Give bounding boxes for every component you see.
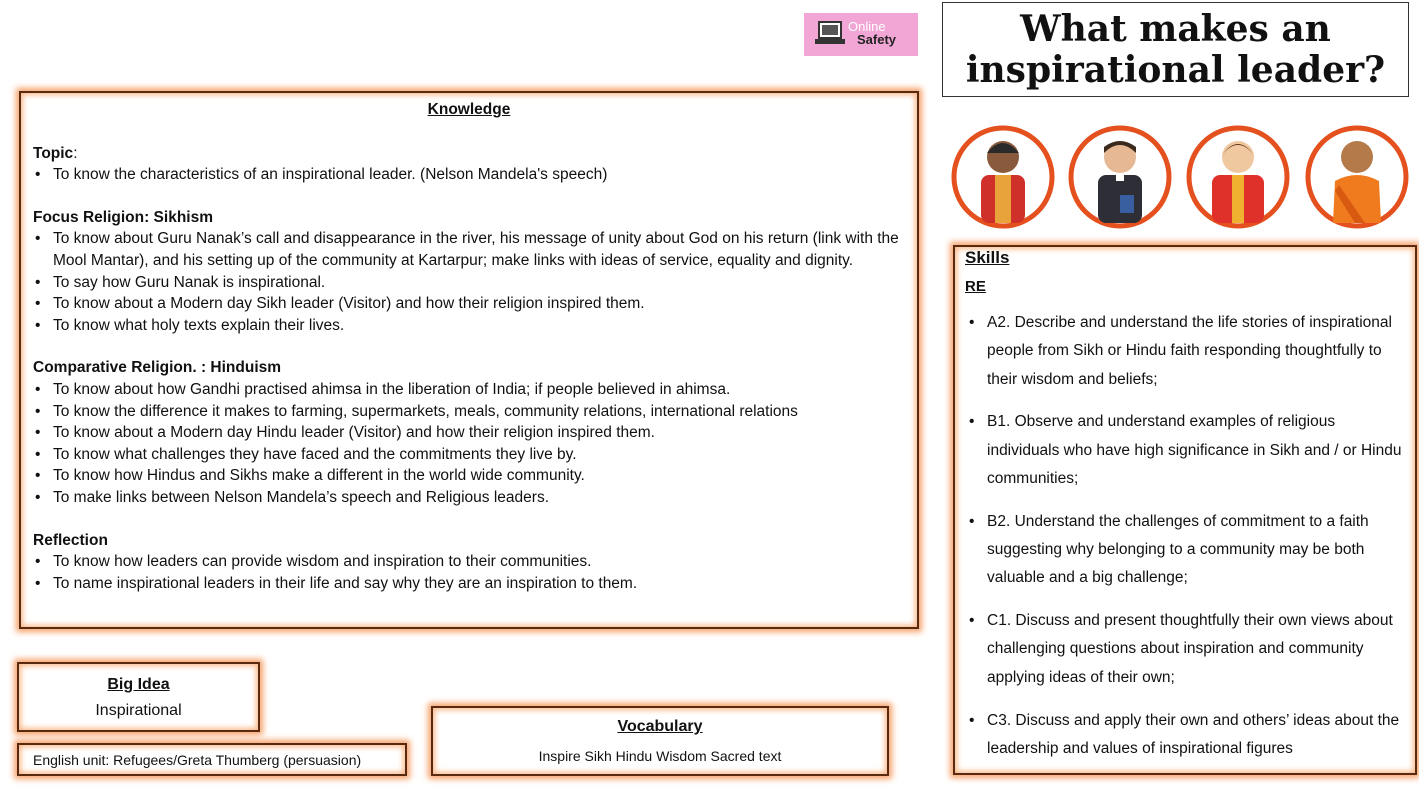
skill-item: • C3. Discuss and apply their own and others’ ideas about the leadership and values of inspirational figures: [987, 707, 1405, 764]
online-safety-badge: [804, 13, 918, 56]
comparative-section: [33, 357, 905, 508]
online-safety-line1: Online: [848, 19, 886, 34]
list-item: • To know what holy texts explain their lives.: [53, 315, 905, 337]
list-item: • To know about a Modern day Sikh leader (Visitor) and how their religion inspired them.: [53, 293, 905, 315]
list-item: • To know how leaders can provide wisdom and inspiration to their communities.: [53, 551, 905, 573]
english-unit-text: English unit: Refugees/Greta Thumberg (persuasion): [33, 752, 362, 768]
list-item: • To know the difference it makes to farming, supermarkets, meals, community relations, international relations: [53, 401, 905, 423]
big-idea-panel: [17, 662, 260, 732]
priest-avatar: [1186, 125, 1290, 229]
list-item: • To know about Guru Nanak’s call and disappearance in the river, his message of unity about God on his return (link with the Mool Mantar), and his setting up of the community at Kartarpur; make links with ideas of service, equality and dignity.: [53, 228, 905, 271]
reflection-section: [33, 530, 905, 595]
list-item: • To know what challenges they have faced and the commitments they live by.: [53, 444, 905, 466]
list-item: • To know the characteristics of an inspirational leader. (Nelson Mandela's speech): [53, 164, 905, 186]
vocabulary-panel: [431, 706, 889, 776]
list-item: • To know about how Gandhi practised ahimsa in the liberation of India; if people believed in ahimsa.: [53, 379, 905, 401]
skills-subtitle: RE: [965, 278, 986, 295]
skill-item: • A2. Describe and understand the life stories of inspirational people from Sikh or Hindu faith responding thoughtfully to their wisdom and beliefs;: [987, 309, 1405, 394]
list-item: • To know about a Modern day Hindu leader (Visitor) and how their religion inspired them.: [53, 422, 905, 444]
skill-item: • B1. Observe and understand examples of religious individuals who have high significance in Sikh and / or Hindu communities;: [987, 408, 1405, 493]
focus-section: [33, 207, 905, 337]
focus-label: Focus Religion: Sikhism: [33, 208, 213, 226]
skills-panel: [953, 245, 1417, 775]
list-item: • To make links between Nelson Mandela’s speech and Religious leaders.: [53, 487, 905, 509]
big-idea-title: Big Idea: [107, 676, 170, 693]
comparative-label: Comparative Religion. : Hinduism: [33, 359, 282, 377]
hindu-monk-avatar: [1305, 125, 1409, 229]
skill-item: • B2. Understand the challenges of commitment to a faith suggesting why belonging to a community may be both valuable and a big challenge;: [987, 508, 1405, 593]
big-idea-value: Inspirational: [95, 702, 182, 719]
list-item: • To name inspirational leaders in their life and say why they are an inspiration to them.: [53, 573, 905, 595]
reflection-label: Reflection: [33, 531, 108, 549]
knowledge-panel: [19, 91, 919, 629]
page-title: What makes an inspirational leader?: [942, 2, 1409, 97]
vocabulary-title: Vocabulary: [617, 718, 703, 735]
topic-label: Topic: [33, 144, 74, 162]
sikh-leader-avatar: [951, 125, 1055, 229]
english-unit-panel: [17, 743, 407, 776]
list-item: • To say how Guru Nanak is inspirational.: [53, 272, 905, 294]
knowledge-heading: Knowledge: [427, 101, 511, 118]
skills-title: Skills: [965, 248, 1010, 267]
vocabulary-value: Inspire Sikh Hindu Wisdom Sacred text: [538, 748, 782, 764]
list-item: • To know how Hindus and Sikhs make a different in the world wide community.: [53, 465, 905, 487]
christian-leader-avatar: [1068, 125, 1172, 229]
skill-item: • C1. Discuss and present thoughtfully their own views about challenging questions about inspiration and community applying ideas of their own;: [987, 607, 1405, 692]
topic-section: Topic: • To know the characteristics of an inspirational leader. (Nelson Mandela's speech): [33, 143, 905, 186]
online-safety-line2: Safety: [857, 32, 897, 47]
laptop-icon: [814, 20, 848, 50]
